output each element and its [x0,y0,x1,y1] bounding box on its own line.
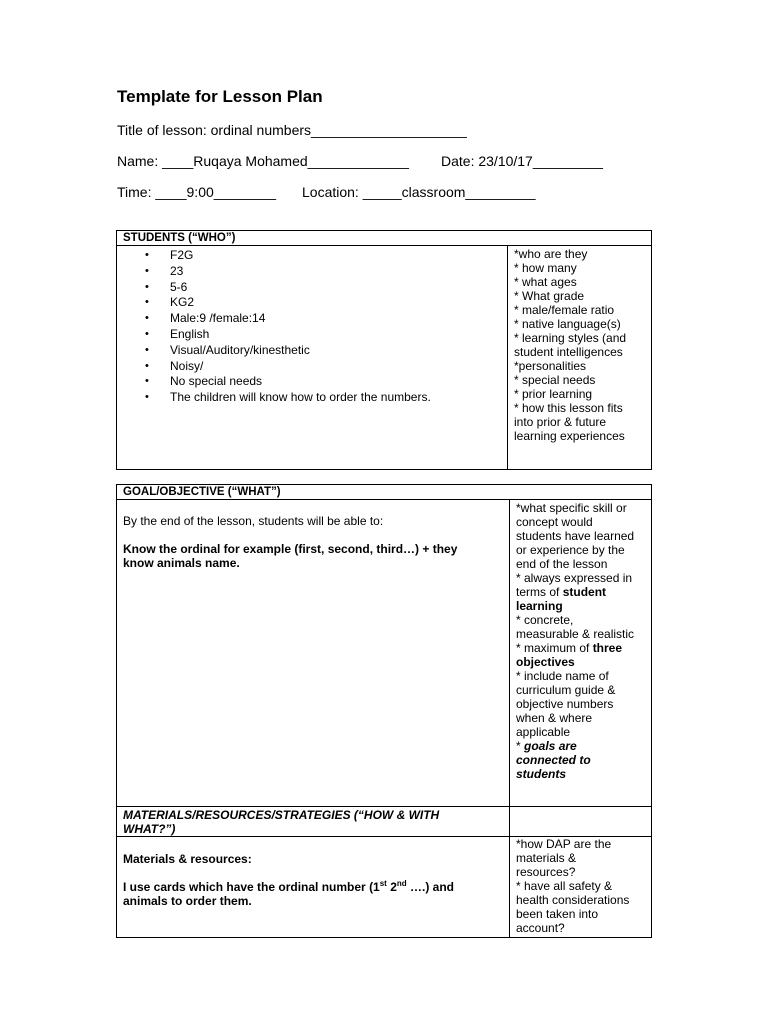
guidance-bold: student [562,585,607,599]
goal-body-cell [117,500,510,807]
guidance-line: objective numbers [516,697,614,711]
goal-guidance [510,500,652,807]
guidance-line: student intelligences [514,345,623,359]
guidance-text: terms of [516,585,563,599]
students-guidance [508,246,652,470]
name-line: Name: ____Ruqaya Mohamed_____________ [117,153,409,169]
guidance-line: curriculum guide & [516,683,616,697]
guidance-line: or experience by the [516,543,625,557]
guidance-line: * concrete, [516,613,574,627]
guidance-line: been taken into [516,907,599,921]
guidance-line: materials & [516,851,577,865]
list-item: • 23 [117,264,507,280]
materials-text: ….) and [406,880,454,894]
guidance-line: connected to [516,753,591,767]
guidance-line: measurable & realistic [516,627,635,641]
guidance-line: *how DAP are the [516,837,612,851]
guidance-line: applicable [516,725,571,739]
materials-header-line-1: MATERIALS/RESOURCES/STRATEGIES (“HOW & WITH [123,808,440,822]
goal-objective-line-1: Know the ordinal for example (first, second, third…) + they [123,542,458,556]
guidance-line: * native language(s) [514,317,621,331]
lesson-title-line: Title of lesson: ordinal numbers____________________ [117,122,467,138]
materials-guidance [510,837,652,938]
materials-text: I use cards which have the ordinal number (1 [123,880,380,894]
list-item: • The children will know how to order the numbers. [117,390,507,406]
students-list [117,248,507,406]
guidance-line: * always expressed in [516,571,633,585]
guidance-line: * special needs [514,373,596,387]
materials-text-line-2: animals to order them. [123,894,252,908]
materials-header-line-2: WHAT?”) [123,822,176,836]
guidance-line: health considerations [516,893,630,907]
guidance-text: * maximum of [516,641,593,655]
guidance-line [516,739,651,753]
guidance-line: students have learned [516,529,635,543]
materials-header-empty [510,807,652,837]
list-item: • KG2 [117,295,507,311]
guidance-line: objectives [516,655,575,669]
students-list-cell [117,246,508,470]
guidance-line [516,641,651,655]
guidance-line: * how this lesson fits [514,401,623,415]
guidance-line: into prior & future [514,415,607,429]
guidance-line: * learning styles (and [514,331,627,345]
list-item: • 5-6 [117,280,507,296]
guidance-line: when & where [516,711,593,725]
guidance-line: * include name of [516,669,609,683]
list-item: • Male:9 /female:14 [117,311,507,327]
list-item: • English [117,327,507,343]
guidance-line: learning experiences [514,429,625,443]
guidance-line: end of the lesson [516,557,608,571]
guidance-line: *what specific skill or [516,501,627,515]
guidance-bold: goals are [524,739,577,753]
students-header: STUDENTS (“WHO”) [117,231,652,246]
guidance-line: * how many [514,261,577,275]
guidance-line: account? [516,921,565,935]
guidance-line: learning [516,599,563,613]
materials-label: Materials & resources: [123,852,252,866]
guidance-line: *personalities [514,359,587,373]
goal-header: GOAL/OBJECTIVE (“WHAT”) [117,485,652,500]
guidance-line: *who are they [514,247,588,261]
materials-text-line-1 [117,880,509,894]
guidance-bold: three [592,641,623,655]
list-item: • Noisy/ [117,359,507,375]
location-line: Location: _____classroom_________ [302,184,536,200]
guidance-line: resources? [516,865,576,879]
guidance-line: * prior learning [514,387,593,401]
goal-intro: By the end of the lesson, students will be able to: [123,514,384,528]
materials-header [117,807,510,837]
superscript: nd [396,879,407,888]
guidance-line: * what ages [514,275,577,289]
materials-body-cell [117,837,510,938]
guidance-line [516,585,651,599]
materials-text: 2 [386,880,397,894]
guidance-line: students [516,767,567,781]
goal-objective-line-2: know animals name. [123,556,240,570]
list-item: • F2G [117,248,507,264]
guidance-line: * What grade [514,289,585,303]
guidance-line: concept would [516,515,593,529]
page-title: Template for Lesson Plan [117,87,323,106]
students-table [116,230,652,470]
time-line: Time: ____9:00________ [117,184,277,200]
guidance-text: * [516,739,525,753]
list-item: • Visual/Auditory/kinesthetic [117,343,507,359]
guidance-line: * male/female ratio [514,303,615,317]
date-line: Date: 23/10/17_________ [441,153,603,169]
goal-materials-table [116,484,652,938]
guidance-line: * have all safety & [516,879,613,893]
list-item: • No special needs [117,374,507,390]
superscript: st [379,879,387,888]
